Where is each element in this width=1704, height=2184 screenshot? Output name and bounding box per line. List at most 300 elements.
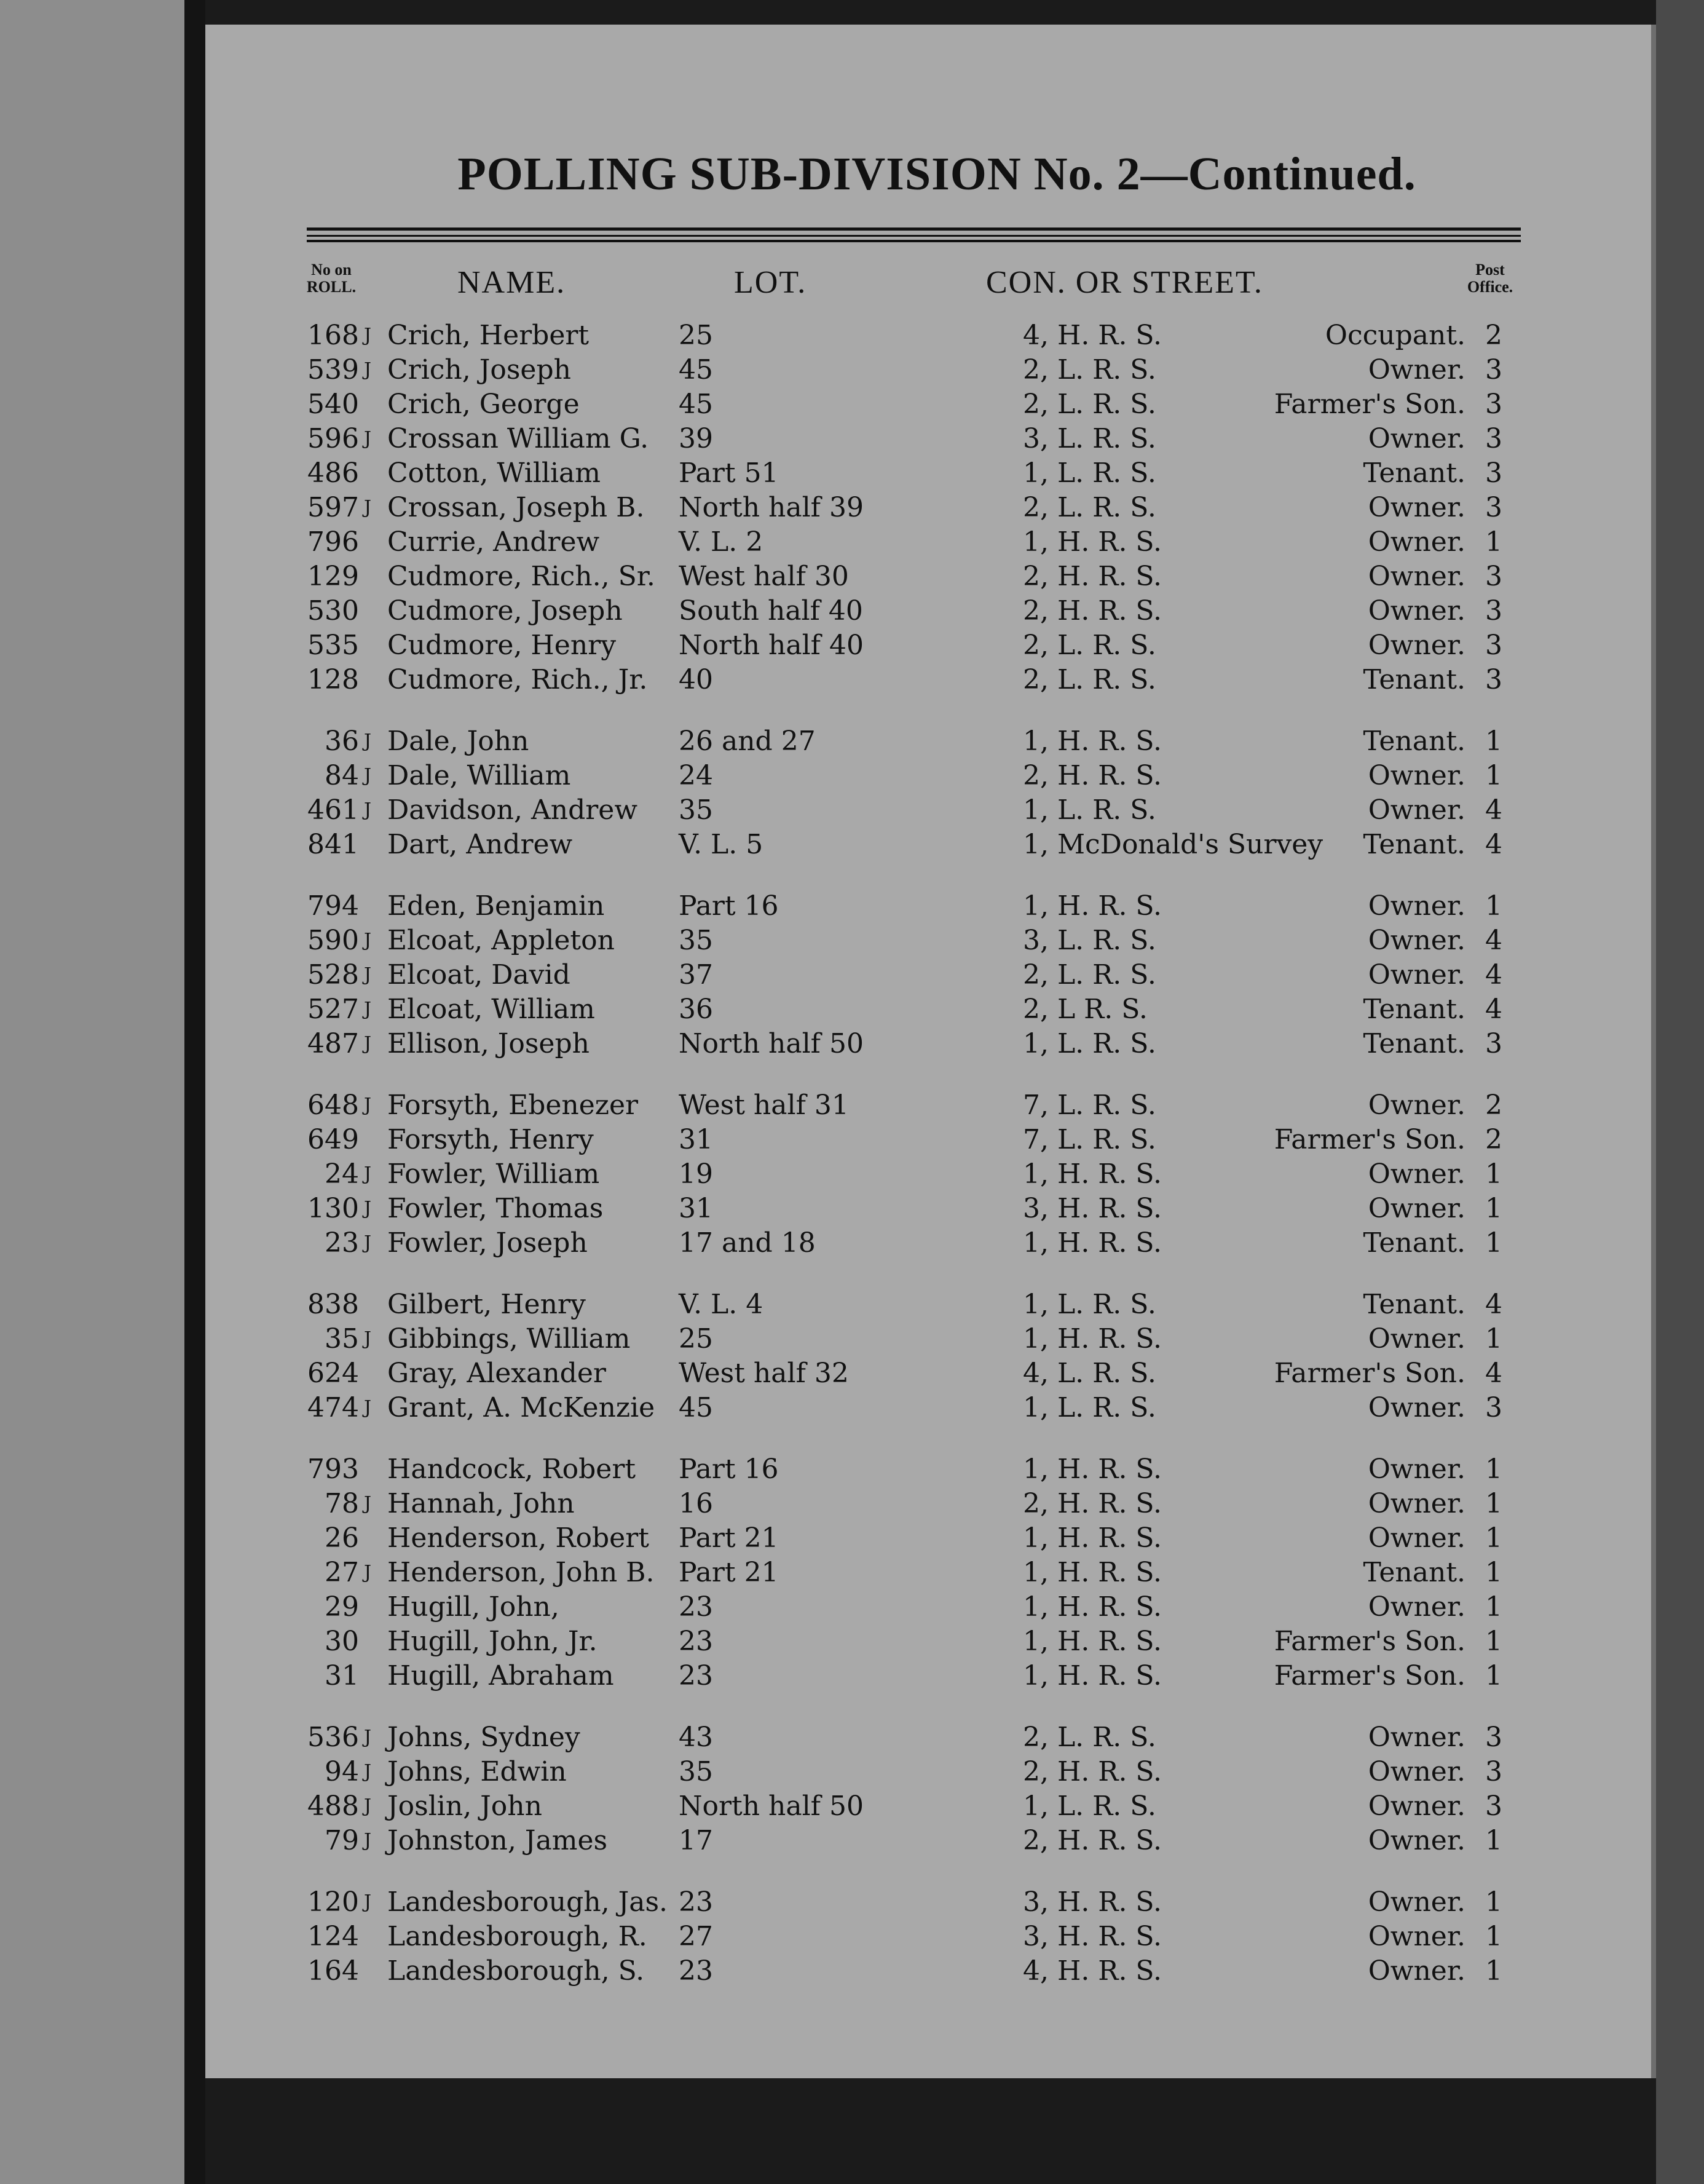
qualification: Farmer's Son.	[1274, 1660, 1465, 1691]
post-office: 3	[1485, 457, 1502, 489]
juror-mark: J	[364, 999, 372, 1020]
juror-mark: J	[364, 1493, 372, 1514]
voter-name: Cudmore, Rich., Jr.	[387, 664, 648, 695]
lot: 43	[679, 1722, 713, 1753]
voter-name: Currie, Andrew	[387, 526, 600, 558]
qualification: Owner.	[1368, 1193, 1465, 1224]
post-office: 3	[1485, 1722, 1502, 1753]
column-header-name: NAME.	[457, 265, 566, 300]
qualification: Owner.	[1368, 1090, 1465, 1121]
lot: North half 40	[679, 630, 864, 661]
lot: 23	[679, 1626, 713, 1657]
lot: North half 50	[679, 1028, 864, 1059]
post-office: 1	[1485, 1323, 1502, 1355]
concession-or-street: 7, L. R. S.	[1023, 1124, 1156, 1155]
juror-mark: J	[364, 930, 372, 951]
list-item	[205, 387, 1656, 422]
juror-mark: J	[364, 359, 372, 381]
juror-mark: J	[364, 1033, 372, 1054]
concession-or-street: 2, L. R. S.	[1023, 354, 1156, 386]
voter-name: Crich, Herbert	[387, 320, 590, 351]
voter-name: Fowler, Joseph	[387, 1227, 588, 1259]
qualification: Farmer's Son.	[1274, 1358, 1465, 1389]
list-item	[205, 1157, 1656, 1192]
roll-number: 648	[307, 1090, 359, 1121]
lot: West half 30	[679, 561, 849, 592]
lot: 25	[679, 320, 713, 351]
post-office: 4	[1485, 959, 1502, 991]
qualification: Owner.	[1368, 1756, 1465, 1787]
juror-mark: J	[364, 1761, 372, 1782]
qualification: Owner.	[1368, 1591, 1465, 1623]
lot: 24	[679, 760, 713, 791]
lot: 23	[679, 1660, 713, 1691]
post-office: 3	[1485, 1790, 1502, 1822]
list-item	[205, 353, 1656, 387]
qualification: Owner.	[1368, 794, 1465, 826]
list-item	[205, 525, 1656, 560]
post-office: 3	[1485, 354, 1502, 386]
lot: 37	[679, 959, 713, 991]
voter-name: Fowler, Thomas	[387, 1193, 604, 1224]
post-office: 1	[1485, 1488, 1502, 1519]
lot: 45	[679, 1392, 713, 1423]
voter-name: Gray, Alexander	[387, 1358, 606, 1389]
concession-or-street: 1, H. R. S.	[1023, 726, 1162, 757]
voter-name: Gilbert, Henry	[387, 1289, 586, 1320]
qualification: Owner.	[1368, 1392, 1465, 1423]
lot: V. L. 2	[679, 526, 763, 558]
post-office: 1	[1485, 1626, 1502, 1657]
post-office: 3	[1485, 1756, 1502, 1787]
concession-or-street: 2, L. R. S.	[1023, 492, 1156, 523]
post-office: 4	[1485, 925, 1502, 956]
post-office: 3	[1485, 561, 1502, 592]
list-item	[205, 992, 1656, 1027]
qualification: Owner.	[1368, 1158, 1465, 1190]
voter-name: Dart, Andrew	[387, 829, 573, 860]
post-office: 1	[1485, 1522, 1502, 1554]
list-item	[205, 1720, 1656, 1755]
roll-number: 487	[307, 1028, 359, 1059]
concession-or-street: 2, L. R. S.	[1023, 959, 1156, 991]
post-office: 1	[1485, 526, 1502, 558]
roll-number: 590	[307, 925, 359, 956]
roll-number: 461	[307, 794, 359, 826]
concession-or-street: 2, H. R. S.	[1023, 595, 1162, 627]
roll-number: 124	[307, 1921, 359, 1952]
roll-number: 649	[307, 1124, 359, 1155]
voter-name: Crossan William G.	[387, 423, 649, 454]
qualification: Owner.	[1368, 925, 1465, 956]
lot: 35	[679, 794, 713, 826]
juror-mark: J	[364, 1727, 372, 1748]
voter-name: Landesborough, S.	[387, 1955, 645, 1987]
voter-name: Dale, John	[387, 726, 529, 757]
qualification: Tenant.	[1363, 664, 1465, 695]
roll-number: 596	[307, 423, 359, 454]
qualification: Owner.	[1368, 1522, 1465, 1554]
list-item	[205, 793, 1656, 828]
voter-name: Eden, Benjamin	[387, 890, 605, 922]
voter-name: Crossan, Joseph B.	[387, 492, 645, 523]
post-office: 2	[1485, 1124, 1502, 1155]
roll-number: 796	[307, 526, 359, 558]
concession-or-street: 4, H. R. S.	[1023, 1955, 1162, 1987]
roll-number: 26	[325, 1522, 359, 1554]
lot: 16	[679, 1488, 713, 1519]
list-item	[205, 1556, 1656, 1590]
list-item	[205, 1824, 1656, 1858]
juror-mark: J	[364, 964, 372, 986]
lot: 45	[679, 354, 713, 386]
post-office: 3	[1485, 389, 1502, 420]
post-office: 1	[1485, 890, 1502, 922]
voter-name: Grant, A. McKenzie	[387, 1392, 655, 1423]
voter-name: Cudmore, Rich., Sr.	[387, 561, 655, 592]
document-page	[205, 25, 1656, 2078]
voter-name: Forsyth, Henry	[387, 1124, 594, 1155]
qualification: Tenant.	[1363, 726, 1465, 757]
post-office: 1	[1485, 1591, 1502, 1623]
qualification: Owner.	[1368, 1454, 1465, 1485]
juror-mark: J	[364, 1198, 372, 1219]
qualification: Owner.	[1368, 959, 1465, 991]
voter-name: Cudmore, Joseph	[387, 595, 623, 627]
concession-or-street: 3, H. R. S.	[1023, 1921, 1162, 1952]
lot: 17 and 18	[679, 1227, 816, 1259]
concession-or-street: 3, H. R. S.	[1023, 1886, 1162, 1918]
voter-name: Ellison, Joseph	[387, 1028, 590, 1059]
concession-or-street: 1, H. R. S.	[1023, 1323, 1162, 1355]
concession-or-street: 1, L. R. S.	[1023, 1028, 1156, 1059]
header-rule	[307, 228, 1521, 231]
lot: 25	[679, 1323, 713, 1355]
voter-name: Hugill, Abraham	[387, 1660, 614, 1691]
voter-name: Handcock, Robert	[387, 1454, 636, 1485]
column-header-no-on-roll: No on ROLL.	[306, 261, 357, 296]
juror-mark: J	[364, 1795, 372, 1817]
concession-or-street: 3, H. R. S.	[1023, 1193, 1162, 1224]
qualification: Tenant.	[1363, 1557, 1465, 1588]
concession-or-street: 1, L. R. S.	[1023, 794, 1156, 826]
roll-number: 539	[307, 354, 359, 386]
roll-number: 94	[325, 1756, 359, 1787]
voter-name: Gibbings, William	[387, 1323, 631, 1355]
concession-or-street: 1, H. R. S.	[1023, 1158, 1162, 1190]
list-item	[205, 724, 1656, 759]
voter-name: Henderson, John B.	[387, 1557, 655, 1588]
qualification: Owner.	[1368, 1886, 1465, 1918]
list-item	[205, 1789, 1656, 1824]
roll-number: 536	[307, 1722, 359, 1753]
concession-or-street: 2, H. R. S.	[1023, 1488, 1162, 1519]
qualification: Owner.	[1368, 561, 1465, 592]
concession-or-street: 3, L. R. S.	[1023, 925, 1156, 956]
lot: 23	[679, 1886, 713, 1918]
list-item	[205, 1521, 1656, 1556]
roll-number: 794	[307, 890, 359, 922]
concession-or-street: 2, L. R. S.	[1023, 664, 1156, 695]
roll-number: 486	[307, 457, 359, 489]
roll-number: 540	[307, 389, 359, 420]
juror-mark: J	[364, 428, 372, 449]
juror-mark: J	[364, 799, 372, 821]
concession-or-street: 7, L. R. S.	[1023, 1090, 1156, 1121]
list-item	[205, 958, 1656, 992]
roll-number: 79	[325, 1825, 359, 1856]
list-item	[205, 1487, 1656, 1521]
juror-mark: J	[364, 1891, 372, 1913]
list-item	[205, 1322, 1656, 1356]
qualification: Owner.	[1368, 1921, 1465, 1952]
voter-name: Landesborough, R.	[387, 1921, 647, 1952]
roll-number: 130	[307, 1193, 359, 1224]
concession-or-street: 4, L. R. S.	[1023, 1358, 1156, 1389]
concession-or-street: 2, L. R. S.	[1023, 630, 1156, 661]
qualification: Tenant.	[1363, 457, 1465, 489]
qualification: Owner.	[1368, 1825, 1465, 1856]
juror-mark: J	[364, 1163, 372, 1185]
voter-name: Davidson, Andrew	[387, 794, 637, 826]
voter-name: Johns, Sydney	[387, 1722, 580, 1753]
juror-mark: J	[364, 1562, 372, 1583]
list-item	[205, 422, 1656, 456]
lot: South half 40	[679, 595, 863, 627]
lot: 23	[679, 1591, 713, 1623]
voter-name: Johns, Edwin	[387, 1756, 567, 1787]
list-item	[205, 318, 1656, 353]
lot: Part 51	[679, 457, 779, 489]
concession-or-street: 2, L. R. S.	[1023, 1722, 1156, 1753]
roll-number: 30	[325, 1626, 359, 1657]
roll-number: 841	[307, 829, 359, 860]
concession-or-street: 1, L. R. S.	[1023, 1790, 1156, 1822]
list-item	[205, 491, 1656, 525]
lot: West half 32	[679, 1358, 849, 1389]
concession-or-street: 2, H. R. S.	[1023, 1756, 1162, 1787]
qualification: Owner.	[1368, 890, 1465, 922]
concession-or-street: 2, L. R. S.	[1023, 389, 1156, 420]
qualification: Owner.	[1368, 1488, 1465, 1519]
qualification: Owner.	[1368, 630, 1465, 661]
post-office: 4	[1485, 1289, 1502, 1320]
roll-number: 23	[325, 1227, 359, 1259]
list-item	[205, 560, 1656, 594]
roll-number: 624	[307, 1358, 359, 1389]
post-office: 1	[1485, 1825, 1502, 1856]
juror-mark: J	[364, 1830, 372, 1851]
roll-number: 36	[325, 726, 359, 757]
list-item	[205, 889, 1656, 924]
roll-number: 528	[307, 959, 359, 991]
column-header-lot: LOT.	[734, 265, 807, 300]
list-item	[205, 594, 1656, 628]
roll-number: 164	[307, 1955, 359, 1987]
header-rule-bottom	[307, 240, 1521, 242]
juror-mark: J	[364, 1328, 372, 1350]
post-office: 1	[1485, 726, 1502, 757]
post-office: 2	[1485, 320, 1502, 351]
roll-number: 488	[307, 1790, 359, 1822]
qualification: Tenant.	[1363, 829, 1465, 860]
juror-mark: J	[364, 1397, 372, 1418]
juror-mark: J	[364, 325, 372, 346]
roll-number: 29	[325, 1591, 359, 1623]
qualification: Owner.	[1368, 354, 1465, 386]
list-item	[205, 759, 1656, 793]
lot: 39	[679, 423, 713, 454]
lot: 45	[679, 389, 713, 420]
list-item	[205, 628, 1656, 663]
lot: 40	[679, 664, 713, 695]
roll-number: 597	[307, 492, 359, 523]
concession-or-street: 2, H. R. S.	[1023, 561, 1162, 592]
post-office: 1	[1485, 1660, 1502, 1691]
header-rule-thin	[307, 235, 1521, 237]
column-header-con-or-street: CON. OR STREET.	[986, 265, 1263, 300]
qualification: Owner.	[1368, 526, 1465, 558]
post-office: 3	[1485, 423, 1502, 454]
qualification: Tenant.	[1363, 1289, 1465, 1320]
qualification: Farmer's Son.	[1274, 1124, 1465, 1155]
list-item	[205, 1755, 1656, 1789]
roll-number: 129	[307, 561, 359, 592]
lot: 23	[679, 1955, 713, 1987]
list-item	[205, 1123, 1656, 1157]
post-office: 1	[1485, 1193, 1502, 1224]
lot: 35	[679, 1756, 713, 1787]
list-item	[205, 663, 1656, 697]
voter-name: Johnston, James	[387, 1825, 608, 1856]
concession-or-street: 1, L. R. S.	[1023, 457, 1156, 489]
roll-number: 31	[325, 1660, 359, 1691]
lot: 31	[679, 1193, 713, 1224]
concession-or-street: 4, H. R. S.	[1023, 320, 1162, 351]
lot: Part 16	[679, 1454, 779, 1485]
voter-name: Hugill, John,	[387, 1591, 559, 1623]
concession-or-street: 1, H. R. S.	[1023, 1557, 1162, 1588]
voter-name: Dale, William	[387, 760, 571, 791]
concession-or-street: 1, L. R. S.	[1023, 1289, 1156, 1320]
concession-or-street: 1, H. R. S.	[1023, 1454, 1162, 1485]
concession-or-street: 1, H. R. S.	[1023, 526, 1162, 558]
roll-number: 838	[307, 1289, 359, 1320]
juror-mark: J	[364, 730, 372, 752]
concession-or-street: 1, H. R. S.	[1023, 1591, 1162, 1623]
list-item	[205, 1624, 1656, 1659]
post-office: 1	[1485, 1227, 1502, 1259]
post-office: 1	[1485, 1557, 1502, 1588]
list-item	[205, 1226, 1656, 1260]
qualification: Owner.	[1368, 492, 1465, 523]
post-office: 1	[1485, 1454, 1502, 1485]
roll-number: 120	[307, 1886, 359, 1918]
list-item	[205, 1885, 1656, 1920]
qualification: Farmer's Son.	[1274, 389, 1465, 420]
concession-or-street: 1, H. R. S.	[1023, 1522, 1162, 1554]
voter-name: Crich, Joseph	[387, 354, 571, 386]
qualification: Owner.	[1368, 1722, 1465, 1753]
list-item	[205, 1659, 1656, 1693]
list-item	[205, 1954, 1656, 1988]
concession-or-street: 1, H. R. S.	[1023, 1227, 1162, 1259]
juror-mark: J	[364, 765, 372, 786]
roll-number: 78	[325, 1488, 359, 1519]
post-office: 3	[1485, 664, 1502, 695]
post-office: 1	[1485, 1921, 1502, 1952]
lot: Part 21	[679, 1522, 779, 1554]
voter-name: Henderson, Robert	[387, 1522, 649, 1554]
post-office: 1	[1485, 1886, 1502, 1918]
lot: 27	[679, 1921, 713, 1952]
qualification: Owner.	[1368, 595, 1465, 627]
roll-number: 35	[325, 1323, 359, 1355]
roll-number: 527	[307, 994, 359, 1025]
qualification: Owner.	[1368, 1955, 1465, 1987]
list-item	[205, 924, 1656, 958]
roll-number: 128	[307, 664, 359, 695]
list-item	[205, 1920, 1656, 1954]
list-item	[205, 1590, 1656, 1624]
concession-or-street: 2, H. R. S.	[1023, 760, 1162, 791]
lot: 35	[679, 925, 713, 956]
roll-number: 27	[325, 1557, 359, 1588]
list-item	[205, 1192, 1656, 1226]
post-office: 4	[1485, 829, 1502, 860]
voter-name: Fowler, William	[387, 1158, 600, 1190]
post-office: 2	[1485, 1090, 1502, 1121]
lot: 36	[679, 994, 713, 1025]
concession-or-street: 1, H. R. S.	[1023, 1660, 1162, 1691]
concession-or-street: 1, McDonald's Survey	[1023, 829, 1323, 860]
concession-or-street: 2, L R. S.	[1023, 994, 1148, 1025]
post-office: 1	[1485, 1158, 1502, 1190]
qualification: Tenant.	[1363, 1227, 1465, 1259]
lot: V. L. 5	[679, 829, 763, 860]
lot: North half 39	[679, 492, 864, 523]
list-item	[205, 828, 1656, 862]
voter-name: Cotton, William	[387, 457, 601, 489]
voter-name: Elcoat, Appleton	[387, 925, 615, 956]
juror-mark: J	[364, 1232, 372, 1254]
roll-number: 168	[307, 320, 359, 351]
roll-number: 535	[307, 630, 359, 661]
roll-number: 474	[307, 1392, 359, 1423]
list-item	[205, 1288, 1656, 1322]
column-header-post-office: Post Office.	[1467, 261, 1513, 296]
voter-name: Forsyth, Ebenezer	[387, 1090, 639, 1121]
post-office: 3	[1485, 1028, 1502, 1059]
lot: North half 50	[679, 1790, 864, 1822]
lot: 17	[679, 1825, 713, 1856]
concession-or-street: 2, H. R. S.	[1023, 1825, 1162, 1856]
concession-or-street: 3, L. R. S.	[1023, 423, 1156, 454]
roll-number: 793	[307, 1454, 359, 1485]
qualification: Farmer's Son.	[1274, 1626, 1465, 1657]
qualification: Owner.	[1368, 1790, 1465, 1822]
list-item	[205, 1088, 1656, 1123]
voter-name: Hugill, John, Jr.	[387, 1626, 598, 1657]
post-office: 3	[1485, 630, 1502, 661]
list-item	[205, 456, 1656, 491]
lot: Part 21	[679, 1557, 779, 1588]
qualification: Owner.	[1368, 760, 1465, 791]
post-office: 4	[1485, 994, 1502, 1025]
qualification: Owner.	[1368, 423, 1465, 454]
concession-or-street: 1, H. R. S.	[1023, 890, 1162, 922]
list-item	[205, 1027, 1656, 1061]
